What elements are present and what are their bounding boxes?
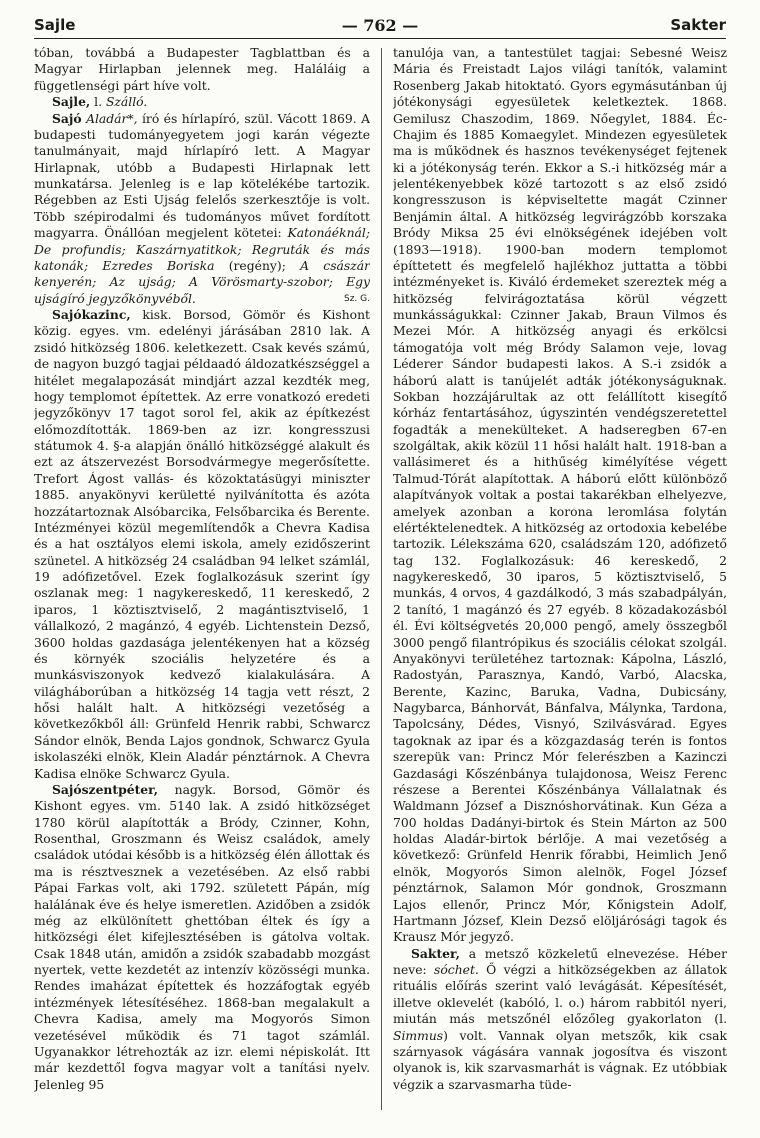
entry-sakter: Sakter, a metsző közkeletű elnevezése. Héber neve: sóchet. Ő végzi a hitközségekben az állatok rituális előírás szerint való levágását. Képesítését, illetve oklevelét (kabóló, l. o.) három rabbitól nyeri, miután más metszőnél előzőleg gyakorlaton (l. Simmus) volt. Vannak olyan metszők, kik csak szárnyasok vágására vannak jogosítva és viszont olyanok is, kik szarvasmarhát is vágnak. Ez utóbbiak végzik a szarvasmarha tüde- [393,945,727,1092]
continued-paragraph: tóban, továbbá a Budapester Tagblattban és a Magyar Hirlapban jelennek meg. Haláláig a függetlenségi párt híve volt. [34,46,370,93]
entry-headword: Sajó [52,110,82,126]
entry-sajokazinc: Sajókazinc, kisk. Borsod, Gömör és Kishont közig. egyes. vm. edelényi járásában 2810 lak. A zsidó hitközség 1806. keletkezett. Csak kevés számú, de nagyon buzgó tagjai példaadó áldozatkészséggel a hitélet megalapozását mindjárt azzal kezdték meg, hogy templomot építettek. Az erre vonatkozó eredeti jegyzőkönyv 17 tagot sorol fel, akik az építkezést előmozdították. 1869-ben az izr. kongresszusi státumok 4. §-a alapján önálló hitközséggé alakult és ezt az átszervezést Borsodvármegye megerősítette. Trefort Ágost vallás- és közoktatásügyi miniszter 1885. anyakönyvi kerületté nyilvánította és azóta hozzátartoznak Alsóbarcika, Felsőbarcika és Berente. Intézményei közül megemlítendők a Chevra Kadisa és a hat osztályos elemi iskola, amely ezidőszerint szünetel. A hitközség 24 családban 94 lelket számlál, 19 adófizetővel. Ezek foglalkozásuk szerint így oszlanak meg: 1 nagykereskedő, 11 kereskedő, 2 iparos, 1 köztisztviselő, 2 magántisztviselő, 1 vállalkozó, 2 magánzó, 4 egyéb. Lichtenstein Dezső, 3600 holdas gazdasága jelentékenyen hat a község és környék szociális helyzetére és a munkásviszonyok kedvező kialakulására. A világháborúban a hitközség 14 tagja vett részt, 2 hősi halált halt. A hitközségi vezetőség a következőkből áll: Grünfeld Henrik rabbi, Schwarcz Sándor elnök, Benda Lajos gondnok, Schwarcz Gyula iskolaszéki elnök, Klein Aladár pénztárnok. A Chevra Kadisa elnöke Schwarcz Gyula. [34,307,370,781]
entry-headword: Sajle, [52,94,91,110]
entry-headword: Sajószentpéter, [52,781,159,797]
left-column [34,45,370,1125]
entry-sajle: Sajle, l. Szálló. [52,94,148,110]
cross-reference: Simmus [393,1028,444,1043]
works-list: Katonáéknál; De profundis; Kaszárnyatitkok; Regruták és más katonák; Ezredes Boriska [34,226,370,273]
page-header [34,12,726,39]
page-number: — 762 — [341,16,419,35]
hebrew-term: sóchet. [434,963,479,977]
entry-sajoszentpeter: Sajószentpéter, nagyk. Borsod, Gömör és Kishont egyes. vm. 5140 lak. A zsidó hitközséget 1780 körül alapították a Bródy, Czinner, Kohn, Rosenthal, Groszmann és Weisz családok, amely családok utódai később is a hitközség élén állottak és ma is résztvesznek a vezetésében. Az első rabbi Pápai Farkas volt, aki 1792. született Pápán, míg halálának éve és helye ismeretlen. Azidőben a zsidók még az elkülönített ghettóban éltek és így a hitközségi élet kifejlesztésében is gátolva voltak. Csak 1848 után, amidőn a zsidók szabadabb mozgást nyertek, vette kezdetét az intenzív közösségi munka. Rendes imaházat építettek és hozzáfogtak egyéb intézmények létesítéséhez. 1868-ban megalakult a Chevra Kadisa, amely ma Mogyorós Simon vezetésével működik és 71 tagot számlál. Ugyanakkor létrehozták az izr. elemi népiskolát. Itt már kezdettől fogva magyar volt a tanítási nyelv. Jelenleg 95 [34,781,370,1092]
column-divider [381,48,382,1110]
works-list-continued: A császár kenyerén; Az ujság; A Vörösmarty-szobor; Egy ujságíró jegyzőkönyvéből. [34,258,370,306]
header-left-keyword: Sajle [34,16,76,34]
entry-headword: Sakter, [411,945,460,961]
continued-paragraph: tanulója van, a tantestület tagjai: Sebesné Weisz Mária és Freistadt Lajos világi tanítók, valamint Rosenberg Jakab hitoktató. Gyors egymásutánban új jótékonysági egyesületek keletkeztek. 1868. Gemilusz Chaszodim, 1869. Nőegylet, 1884. Éc-Chajim és 1885 Komaegylet. Mindezen egyesületek ma is működnek és hasznos tevékenységet fejtenek ki a jótékonyság terén. Ekkor a S.-i hitközség már a jelentékenyebbek közé tartozott s az első zsidó kongresszuson is képviseltette magát Czinner Benjámin által. A hitközség legvirágzóbb korszaka Bródy Miksa 25 évi elnökségének idejében volt (1893—1918). 1900-ban modern templomot építtetett és megfelelő hajlékhoz juttatta a többi intézményeket is. Kiváló érdemeket szereztek még a hitközség felvirágoztatása körül végzett munkásságukkal: Czinner Jakab, Braun Vilmos és Mezei Mór. A hitközség anyagi és erkölcsi támogatója volt még Bródy Salamon veje, lovag Léderer Sándor budapesti lakos. A S.-i zsidók a háború alatt is tanújelét adták jótékonyságuknak. Sokban hozzájárultak az ott felállított kisegítő kórház fentartásához, úgyszintén vendégszeretettel fogadták a menekülteket. A hadseregben 67-en szolgáltak, akik közül 11 hősi halált halt. 1918-ban a vallásimeret és a hithűség kimélyítése végett Talmud-Tórát alapítottak. A háború előtt különböző alapítványok voltak a postai takarékban elhelyezve, amelyek azonban a korona leromlása folytán elértéktelenedtek. A hitközség az ortodoxia kebelébe tartozik. Lélekszáma 620, családszám 120, adófizető tag 132. Foglalkozásuk: 46 kereskedő, 2 nagykereskedő, 30 iparos, 5 köztisztviselő, 5 munkás, 4 orvos, 4 gazdálkodó, 3 más szabadpályán, 2 tanító, 1 magánzó és 27 egyéb. 8 közadakozásból él. Évi költségvetés 20,000 pengő, amely összegből 3000 pengő filantrópikus és szociális célokat szolgál. Anyakönyvi területéhez tartoznak: Kápolna, László, Radostyán, Parasznya, Kandó, Varbó, Alacska, Berente, Kazinc, Baruka, Vadna, Dubicsány, Nagybarca, Bánhorvát, Bánfalva, Málynka, Tardona, Tapolcsány, Dédes, Visnyó, Szilvásvárad. Egyes tagoknak az ipar és a közgazdaság terén is fontos szerepük van: Princz Mór felerészben a Kazinczi Gazdasági Kőszénbánya tulajdonosa, Weisz Ferenc részese a Berentei Kőszénbánya Vállalatnak és Waldmann József a Disznóshorvátinak. Kun Géza a 700 holdas Dadányi-birtok és Stein Márton az 500 holdas Aladár-birtok bérlője. A mai vezetőség a következő: Grünfeld Henrik főrabbi, Heimlich Jenő elnök, Mogyorós Simon alelnök, Fogel József pénztárnok, Salamon Mór gondnok, Groszmann Lajos ellenőr, Princz Mór, Kőnigstein Adolf, Hartmann József, Klein Dezső elöljárósági tagok és Krausz Mór jegyző. [393,46,727,945]
right-column [393,45,727,1125]
entry-given-name: Aladár*, [86,111,138,126]
author-signature: Sz. G. [344,293,370,304]
entry-sajo-aladar: Sajó Aladár*, író és hírlapíró, szül. Vácott 1869. A budapesti tudományegyetem jogi karán végezte tanulmányait, majd hírlapíró lett. A Magyar Hirlapnak, utóbb a Budapesti Hirlapnak lett munkatársa. Jelenleg is e lap kötelékébe tartozik. Régebben az Esti Ujság felelős szerkesztője is volt. Több szépirodalmi és tudományos művet fordított magyarra. Önállóan megjelent kötetei: Katonáéknál; De profundis; Kaszárnyatitkok; Regruták és más katonák; Ezredes Boriska (regény); A császár kenyerén; Az ujság; A Vörösmarty-szobor; Egy ujságíró jegyzőkönyvéből. Sz. G. [34,110,370,306]
cross-reference: Szálló. [105,95,148,110]
entry-headword: Sajókazinc, [52,307,131,322]
header-right-keyword: Sakter [670,16,726,34]
